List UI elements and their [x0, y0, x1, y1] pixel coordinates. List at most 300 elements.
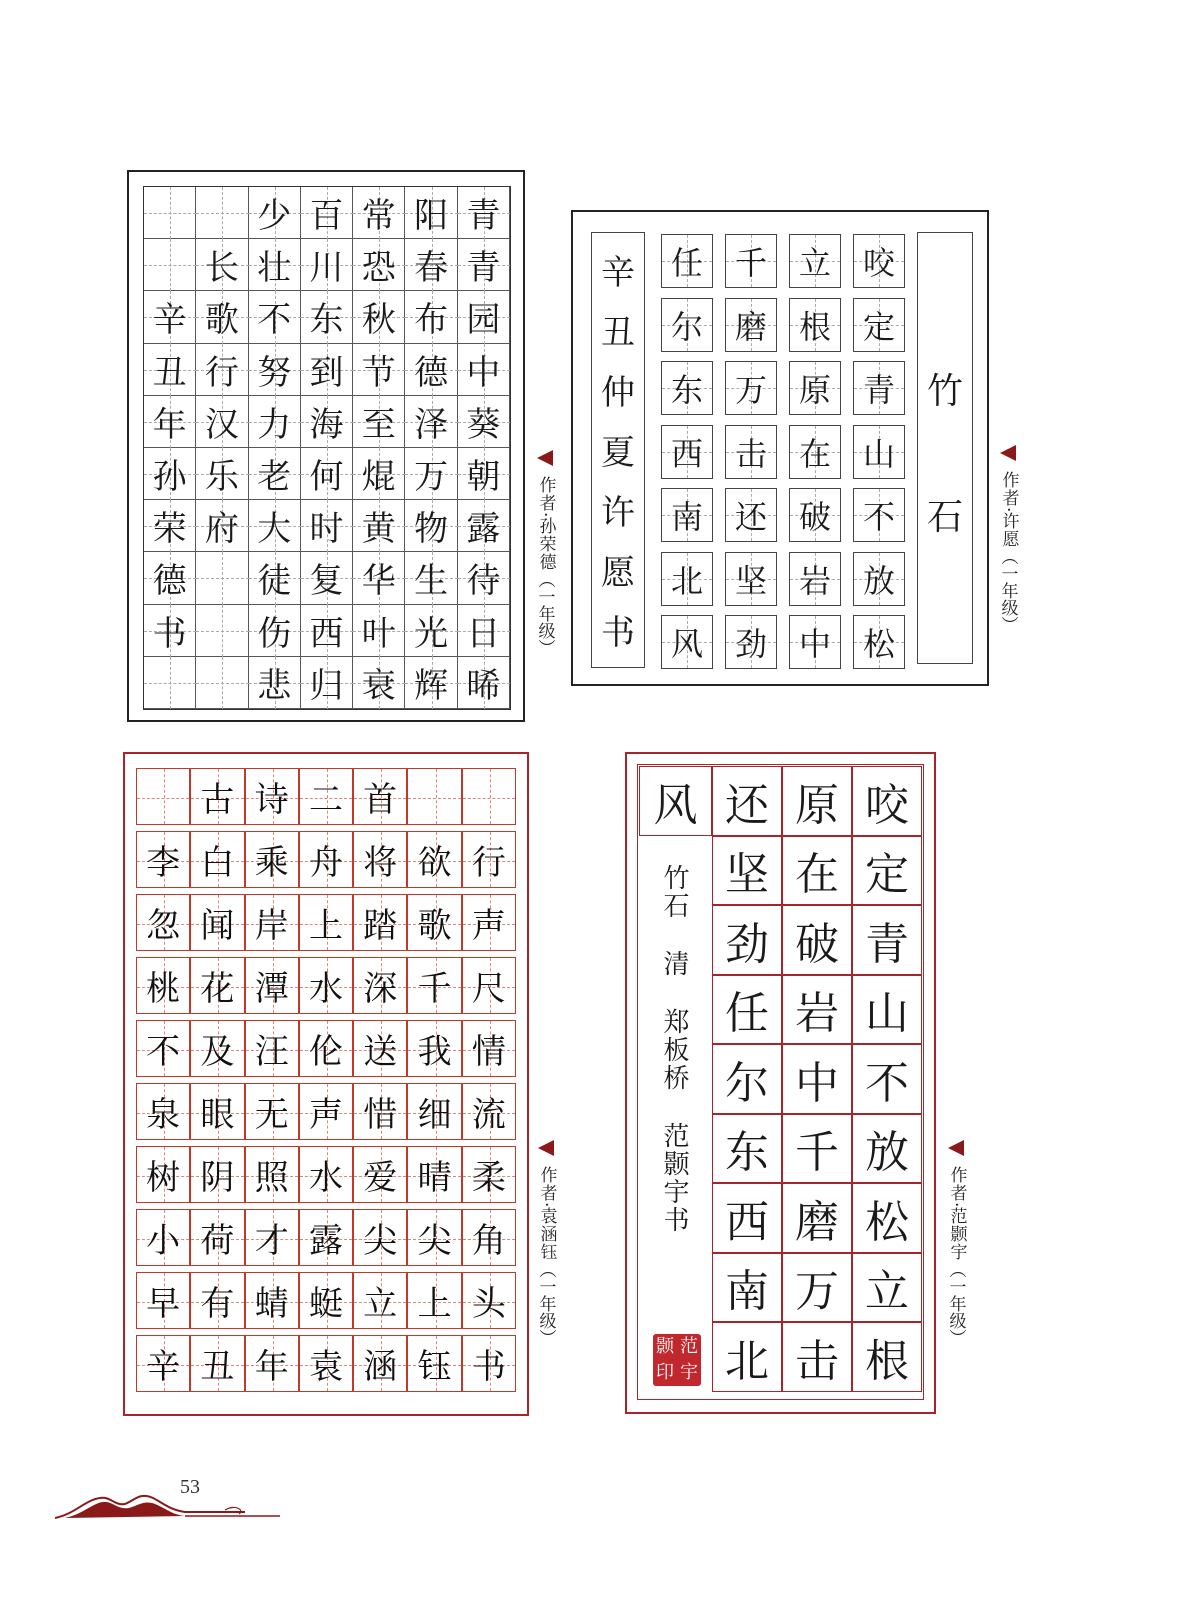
grid-cell: [144, 344, 196, 396]
work-sun-rongde-sheet: [127, 170, 525, 722]
calligraphy-char: 老: [257, 457, 292, 498]
w3-caption-prefix: 作者: [536, 1166, 557, 1202]
w4-signature-dynasty: 清: [659, 950, 690, 978]
grid-cell: [301, 552, 353, 604]
grid-cell: [353, 1335, 407, 1392]
grid-cell: [458, 448, 510, 500]
calligraphy-char: 还: [734, 498, 767, 536]
w2-signature-char: 辛: [601, 253, 635, 293]
grid-cell: [301, 657, 353, 709]
w2-signature-char: 许: [601, 493, 635, 533]
w4-char-cell: [852, 836, 922, 906]
calligraphy-char: 照: [254, 1158, 289, 1198]
grid-cell: [353, 448, 405, 500]
w4-calligraphy-body: [627, 754, 934, 1412]
grid-cell: [196, 344, 248, 396]
grid-cell: [190, 1272, 244, 1329]
calligraphy-char: 劲: [725, 918, 769, 970]
calligraphy-char: 有: [200, 1284, 235, 1324]
calligraphy-char: 万: [734, 371, 767, 409]
grid-cell: [353, 768, 407, 825]
calligraphy-char: 及: [200, 1032, 235, 1072]
calligraphy-char: 露: [466, 509, 501, 550]
calligraphy-char: 到: [309, 352, 344, 393]
grid-cell: [301, 187, 353, 239]
caption-arrow-icon: [948, 1140, 964, 1156]
calligraphy-char: 园: [466, 300, 501, 341]
grid-cell: [299, 1020, 353, 1077]
calligraphy-char: 岸: [254, 906, 289, 946]
calligraphy-char: 伦: [308, 1032, 343, 1072]
caption-arrow-icon: [537, 450, 553, 466]
w4-extra-char-cell: 风: [639, 766, 712, 836]
calligraphy-char: 早: [146, 1284, 181, 1324]
grid-cell: [144, 291, 196, 343]
calligraphy-char: 歌: [417, 906, 452, 946]
calligraphy-char: 尖: [363, 1221, 398, 1261]
calligraphy-char: 歌: [204, 300, 239, 341]
calligraphy-char: 朝: [466, 457, 501, 498]
w2-char-cell: [661, 234, 713, 288]
w4-char-cell: [852, 1183, 922, 1253]
calligraphy-char: 辛: [152, 300, 187, 341]
w2-signature-char: 仲: [601, 373, 635, 413]
grid-cell: [462, 1335, 516, 1392]
w4-char-cell: [782, 1322, 852, 1392]
calligraphy-char: 阳: [414, 196, 449, 237]
calligraphy-char: 黄: [361, 509, 396, 550]
calligraphy-char: 首: [363, 780, 398, 820]
calligraphy-char: 磨: [795, 1196, 839, 1248]
grid-cell: [458, 187, 510, 239]
work-fan-haoyu-sheet: [625, 752, 936, 1414]
calligraphy-char: 破: [795, 918, 839, 970]
grid-cell: [301, 344, 353, 396]
w2-char-cell: [853, 361, 905, 415]
w1-caption-grade: （一年级）: [534, 571, 555, 657]
calligraphy-char: 古: [200, 780, 235, 820]
calligraphy-char: 无: [254, 1095, 289, 1135]
grid-cell: [353, 1020, 407, 1077]
w2-char-cell: [725, 361, 777, 415]
calligraphy-char: 西: [309, 613, 344, 654]
calligraphy-char: 南: [725, 1266, 769, 1318]
grid-cell: [407, 1209, 461, 1266]
calligraphy-char: 乘: [254, 843, 289, 883]
calligraphy-char: 布: [414, 300, 449, 341]
calligraphy-char: 水: [308, 1158, 343, 1198]
grid-cell: [299, 1083, 353, 1140]
calligraphy-char: 流: [471, 1095, 506, 1135]
calligraphy-char: 咬: [862, 244, 895, 282]
calligraphy-char: 欲: [417, 843, 452, 883]
calligraphy-char: 潭: [254, 969, 289, 1009]
grid-cell: [407, 894, 461, 951]
w4-char-cell: [852, 1322, 922, 1392]
calligraphy-char: 不: [146, 1032, 181, 1072]
calligraphy-char: 惜: [363, 1095, 398, 1135]
grid-cell: [245, 957, 299, 1014]
calligraphy-char: 才: [254, 1221, 289, 1261]
w4-char-cell: [712, 905, 782, 975]
calligraphy-char: 细: [417, 1095, 452, 1135]
calligraphy-char: 衰: [361, 665, 396, 706]
grid-cell: [190, 768, 244, 825]
calligraphy-char: 岩: [798, 561, 831, 600]
grid-cell: [407, 768, 461, 825]
w2-signature-char: 丑: [601, 313, 635, 353]
w3-caption-grade: （一年级）: [535, 1261, 556, 1347]
calligraphy-char: 声: [308, 1095, 343, 1135]
grid-cell: [301, 239, 353, 291]
w2-char-cell: [853, 615, 905, 669]
calligraphy-char: 上: [308, 906, 343, 946]
calligraphy-char: 放: [865, 1127, 909, 1179]
w2-char-cell: [725, 552, 777, 606]
calligraphy-char: 桃: [146, 969, 181, 1009]
w3-caption-sep: ·: [536, 1202, 556, 1208]
w4-signature-writer: 范颢宇书: [659, 1122, 690, 1234]
calligraphy-char: 树: [146, 1158, 181, 1198]
calligraphy-char: 深: [363, 969, 398, 1009]
calligraphy-char: 露: [308, 1221, 343, 1261]
w4-char-cell: [852, 975, 922, 1045]
calligraphy-char: 击: [795, 1335, 839, 1387]
grid-cell: [136, 831, 190, 888]
w4-char-cell: [852, 1253, 922, 1323]
calligraphy-char: 归: [309, 665, 344, 706]
calligraphy-char: 年: [152, 404, 187, 445]
calligraphy-char: 悲: [257, 665, 292, 706]
w4-char-cell: [782, 905, 852, 975]
calligraphy-char: 不: [862, 498, 895, 536]
grid-cell: [353, 187, 405, 239]
calligraphy-char: 西: [670, 434, 703, 473]
w2-char-cell: [789, 615, 841, 669]
mountain-decoration-icon: [55, 1470, 285, 1530]
grid-cell: [144, 187, 196, 239]
w2-char-cell: [725, 615, 777, 669]
w2-caption-grade: （一年级）: [997, 548, 1018, 634]
grid-cell: [458, 396, 510, 448]
calligraphy-char: 丑: [200, 1347, 235, 1387]
grid-cell: [301, 396, 353, 448]
calligraphy-char: 钰: [417, 1347, 452, 1387]
calligraphy-char: 大: [257, 509, 292, 550]
calligraphy-char: 不: [257, 300, 292, 341]
w2-char-cell: [661, 425, 713, 479]
w4-char-cell: [852, 766, 922, 836]
grid-cell: [353, 1272, 407, 1329]
w1-caption-prefix: 作者: [535, 476, 556, 512]
grid-cell: [190, 957, 244, 1014]
grid-cell: [299, 768, 353, 825]
w4-char-cell: [712, 836, 782, 906]
grid-cell: [144, 657, 196, 709]
grid-cell: [245, 831, 299, 888]
calligraphy-char: 踏: [363, 906, 398, 946]
grid-cell: [458, 344, 510, 396]
grid-cell: [458, 500, 510, 552]
calligraphy-char: 丑: [152, 352, 187, 393]
calligraphy-char: 书: [471, 1347, 506, 1387]
calligraphy-char: 中: [795, 1057, 839, 1109]
grid-cell: [405, 500, 457, 552]
calligraphy-char: 时: [309, 509, 344, 550]
grid-cell: [458, 291, 510, 343]
grid-cell: [245, 1209, 299, 1266]
seal-stamp-icon: 颢 范 印 宇: [653, 1334, 701, 1386]
calligraphy-char: 力: [257, 404, 292, 445]
w1-calligraphy-grid: [143, 186, 511, 710]
calligraphy-char: 破: [798, 498, 831, 536]
grid-cell: [196, 657, 248, 709]
grid-cell: [462, 768, 516, 825]
grid-cell: [196, 187, 248, 239]
grid-cell: [190, 831, 244, 888]
grid-cell: [458, 657, 510, 709]
w2-char-cell: [789, 361, 841, 415]
w2-char-cell: [661, 298, 713, 352]
grid-cell: [249, 291, 301, 343]
grid-cell: [136, 894, 190, 951]
calligraphy-char: 二: [308, 780, 343, 820]
w2-char-cell: [725, 298, 777, 352]
calligraphy-char: 青: [466, 196, 501, 237]
w2-signature-char: 书: [601, 613, 635, 653]
calligraphy-char: 壮: [257, 248, 292, 289]
calligraphy-char: 尔: [725, 1057, 769, 1109]
grid-cell: [299, 1209, 353, 1266]
grid-cell: [405, 239, 457, 291]
grid-cell: [353, 657, 405, 709]
grid-cell: [299, 1335, 353, 1392]
grid-cell: [458, 239, 510, 291]
grid-cell: [245, 768, 299, 825]
w2-char-cell: [789, 298, 841, 352]
grid-cell: [353, 239, 405, 291]
calligraphy-char: 西: [725, 1196, 769, 1248]
w3-caption-name: 袁涵钰: [536, 1207, 557, 1262]
w2-char-cell: [853, 488, 905, 542]
w2-char-cell: [661, 615, 713, 669]
calligraphy-char: 万: [414, 457, 449, 498]
calligraphy-char: 中: [466, 352, 501, 393]
grid-cell: [190, 1020, 244, 1077]
grid-cell: [405, 657, 457, 709]
calligraphy-char: 辛: [146, 1347, 181, 1387]
calligraphy-char: 东: [670, 371, 703, 409]
w2-caption-name: 许愿: [998, 512, 1019, 549]
grid-cell: [405, 448, 457, 500]
calligraphy-char: 情: [471, 1032, 506, 1072]
calligraphy-char: 德: [414, 352, 449, 393]
calligraphy-char: 爱: [363, 1158, 398, 1198]
w1-caption-name: 孙荣德: [535, 517, 556, 572]
calligraphy-char: 北: [725, 1335, 769, 1387]
calligraphy-char: 北: [670, 561, 703, 600]
grid-cell: [249, 552, 301, 604]
grid-cell: [136, 1020, 190, 1077]
grid-cell: [144, 552, 196, 604]
grid-cell: [462, 894, 516, 951]
calligraphy-char: 磨: [734, 307, 767, 346]
calligraphy-char: 岩: [795, 988, 839, 1040]
calligraphy-char: 待: [466, 561, 501, 602]
w2-title-char: 竹: [926, 371, 963, 412]
calligraphy-char: 袁: [308, 1347, 343, 1387]
grid-cell: [190, 1083, 244, 1140]
calligraphy-char: 舟: [308, 843, 343, 883]
calligraphy-char: 乐: [204, 457, 239, 498]
w2-title-box: [917, 232, 973, 664]
calligraphy-char: 府: [204, 509, 239, 550]
grid-cell: [299, 957, 353, 1014]
grid-cell: [136, 768, 190, 825]
calligraphy-char: 原: [795, 779, 839, 831]
w2-title-char: 石: [926, 497, 963, 538]
calligraphy-char: 华: [361, 561, 396, 602]
calligraphy-char: 光: [414, 613, 449, 654]
calligraphy-char: 定: [862, 307, 895, 346]
grid-cell: [353, 291, 405, 343]
w2-char-cell: [853, 425, 905, 479]
calligraphy-char: 行: [471, 843, 506, 883]
w2-char-cell: [853, 234, 905, 288]
calligraphy-char: 中: [798, 625, 831, 663]
w4-char-cell: [712, 1114, 782, 1184]
calligraphy-char: 南: [670, 498, 703, 536]
calligraphy-char: 晞: [466, 665, 501, 706]
calligraphy-char: 小: [146, 1221, 181, 1261]
w2-signature-box: [591, 232, 645, 668]
w2-char-cell: [789, 488, 841, 542]
calligraphy-char: 恐: [361, 248, 396, 289]
grid-cell: [462, 1209, 516, 1266]
grid-cell: [353, 552, 405, 604]
w4-char-cell: [712, 766, 782, 836]
grid-cell: [407, 1335, 461, 1392]
calligraphy-char: 焜: [361, 457, 396, 498]
calligraphy-char: 上: [417, 1284, 452, 1324]
grid-cell: [136, 1146, 190, 1203]
grid-cell: [462, 1020, 516, 1077]
grid-cell: [353, 500, 405, 552]
calligraphy-char: 诗: [254, 780, 289, 820]
calligraphy-char: 青: [466, 248, 501, 289]
calligraphy-char: 我: [417, 1032, 452, 1072]
calligraphy-char: 常: [361, 196, 396, 237]
grid-cell: [407, 1272, 461, 1329]
grid-cell: [249, 344, 301, 396]
calligraphy-char: 生: [414, 561, 449, 602]
calligraphy-char: 年: [254, 1347, 289, 1387]
grid-cell: [301, 448, 353, 500]
w4-char-cell: [782, 836, 852, 906]
calligraphy-char: 蜓: [308, 1284, 343, 1324]
calligraphy-char: 柔: [471, 1158, 506, 1198]
grid-cell: [299, 1146, 353, 1203]
grid-cell: [299, 894, 353, 951]
grid-cell: [196, 500, 248, 552]
calligraphy-char: 立: [865, 1266, 909, 1318]
calligraphy-char: 至: [361, 404, 396, 445]
calligraphy-char: 叶: [361, 613, 396, 654]
grid-cell: [136, 1083, 190, 1140]
calligraphy-char: 千: [795, 1127, 839, 1179]
w4-char-cell: [712, 1044, 782, 1114]
grid-cell: [458, 605, 510, 657]
w4-signature: [649, 864, 699, 1234]
calligraphy-char: 定: [865, 849, 909, 901]
calligraphy-char: 根: [865, 1335, 909, 1387]
grid-cell: [458, 552, 510, 604]
calligraphy-char: 咬: [865, 779, 909, 831]
calligraphy-char: 东: [725, 1127, 769, 1179]
grid-cell: [196, 396, 248, 448]
calligraphy-char: 角: [471, 1221, 506, 1261]
grid-cell: [299, 831, 353, 888]
w2-char-cell: [661, 488, 713, 542]
calligraphy-char: 辉: [414, 665, 449, 706]
grid-cell: [405, 187, 457, 239]
calligraphy-char: 秋: [361, 300, 396, 341]
calligraphy-char: 千: [734, 244, 767, 282]
w4-char-cell: [712, 1253, 782, 1323]
grid-cell: [196, 239, 248, 291]
grid-cell: [196, 448, 248, 500]
w4-signature-title: 竹石: [659, 864, 690, 920]
calligraphy-char: 劲: [734, 625, 767, 663]
grid-cell: [405, 552, 457, 604]
calligraphy-char: 少: [257, 196, 292, 237]
page-number: 53: [180, 1476, 200, 1498]
caption-arrow-icon: [1000, 445, 1016, 461]
grid-cell: [245, 1083, 299, 1140]
grid-cell: [196, 552, 248, 604]
grid-cell: [249, 605, 301, 657]
grid-cell: [245, 1272, 299, 1329]
calligraphy-char: 李: [146, 843, 181, 883]
w4-caption-name: 范颢宇: [946, 1207, 967, 1262]
grid-cell: [353, 396, 405, 448]
calligraphy-char: 放: [862, 561, 895, 600]
calligraphy-char: 青: [865, 918, 909, 970]
calligraphy-char: 坚: [725, 849, 769, 901]
grid-cell: [249, 187, 301, 239]
calligraphy-char: 头: [471, 1284, 506, 1324]
grid-cell: [405, 605, 457, 657]
calligraphy-char: 长: [204, 248, 239, 289]
w2-caption-sep: ·: [998, 507, 1018, 513]
w4-char-cell: [782, 1183, 852, 1253]
calligraphy-char: 春: [414, 248, 449, 289]
w2-char-cell: [725, 488, 777, 542]
calligraphy-char: 川: [309, 248, 344, 289]
w3-calligraphy-grid: [136, 768, 516, 1398]
calligraphy-char: 努: [257, 352, 292, 393]
calligraphy-char: 青: [862, 371, 895, 409]
w2-calligraphy-body: [573, 212, 987, 684]
w1-caption-sep: ·: [535, 512, 555, 518]
calligraphy-char: 立: [363, 1284, 398, 1324]
grid-cell: [144, 448, 196, 500]
grid-cell: [462, 1272, 516, 1329]
grid-cell: [136, 1209, 190, 1266]
w4-char-cell: [782, 1114, 852, 1184]
page-footer: [55, 1470, 285, 1530]
calligraphy-char: 物: [414, 509, 449, 550]
